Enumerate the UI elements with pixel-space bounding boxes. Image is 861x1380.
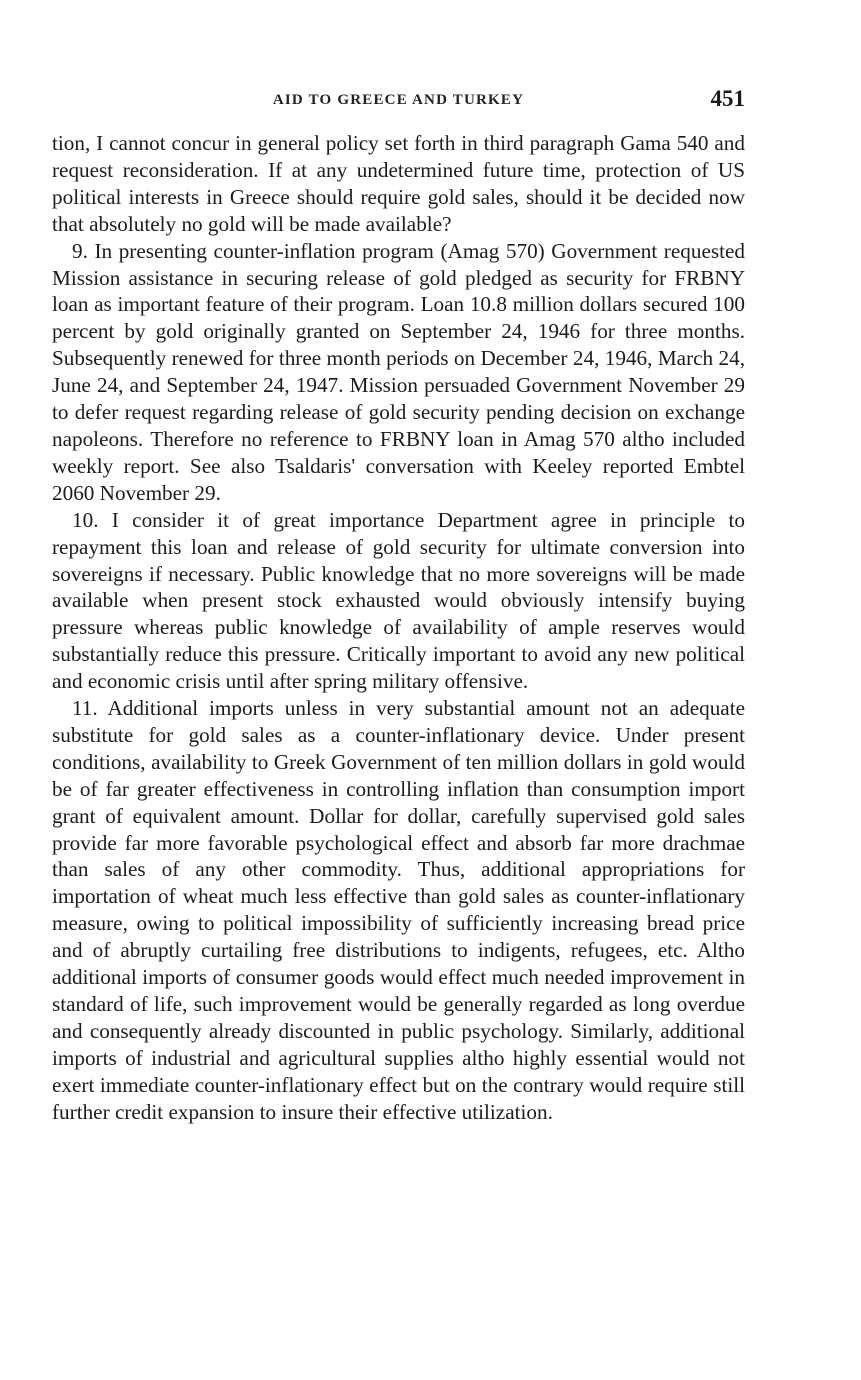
paragraph-9: 9. In presenting counter-inflation program (Amag 570) Government requested Mission assistance in securing release of gold pledged as security for FRBNY loan as important feature of their program. Loan 10.8 million dollars secured 100 percent by gold originally granted on September 24, 1946 for three months. Subsequently renewed for three month periods on December 24, 1946, March 24, June 24, and September 24, 1947. Mission persuaded Government November 29 to defer request regarding release of gold security pending decision on exchange napoleons. Therefore no reference to FRBNY loan in Amag 570 altho included weekly report. See also Tsaldaris' conversation with Keeley reported Embtel 2060 November 29. [52, 238, 745, 505]
running-title: AID TO GREECE AND TURKEY [272, 92, 525, 108]
paragraph-11: 11. Additional imports unless in very substantial amount not an adequate substitute for gold sales as a counter-inflationary device. Under present conditions, availability to Greek Government of ten million dollars in gold would be of far greater effectiveness in controlling inflation than consumption import grant of equivalent amount. Dollar for dollar, carefully supervised gold sales provide far more favorable psychological effect and absorb far more drachmae than sales of any other commodity. Thus, additional appropriations for importation of wheat much less effective than gold sales as counter-inflationary measure, owing to political impossibility of sufficiently increasing bread price and of abruptly curtailing free distributions to indigents, refugees, etc. Altho additional imports of consumer goods would effect much needed improvement in standard of life, such improvement would be generally regarded as long overdue and consequently already discounted in public psychology. Similarly, additional imports of industrial and agricultural supplies altho highly essential would not exert immediate counter-inflationary effect but on the contrary would require still further credit expansion to insure their effective utilization. [52, 696, 745, 1124]
body-text [52, 130, 745, 1126]
paragraph-continuation: tion, I cannot concur in general policy set forth in third paragraph Gama 540 and request reconsideration. If at any undetermined future time, protection of US political interests in Greece should require gold sales, should it be decided now that absolutely no gold will be made available? [52, 131, 745, 236]
paragraph-10: 10. I consider it of great importance Department agree in principle to repayment this loan and release of gold security for ultimate conversion into sovereigns if necessary. Public knowledge that no more sovereigns will be made available when present stock exhausted would obviously intensify buying pressure whereas public knowledge of availability of ample reserves would substantially reduce this pressure. Critically important to avoid any new political and economic crisis until after spring military offensive. [52, 507, 745, 694]
page-number: 451 [710, 86, 745, 111]
page-header [52, 82, 745, 116]
document-page [52, 82, 745, 1126]
